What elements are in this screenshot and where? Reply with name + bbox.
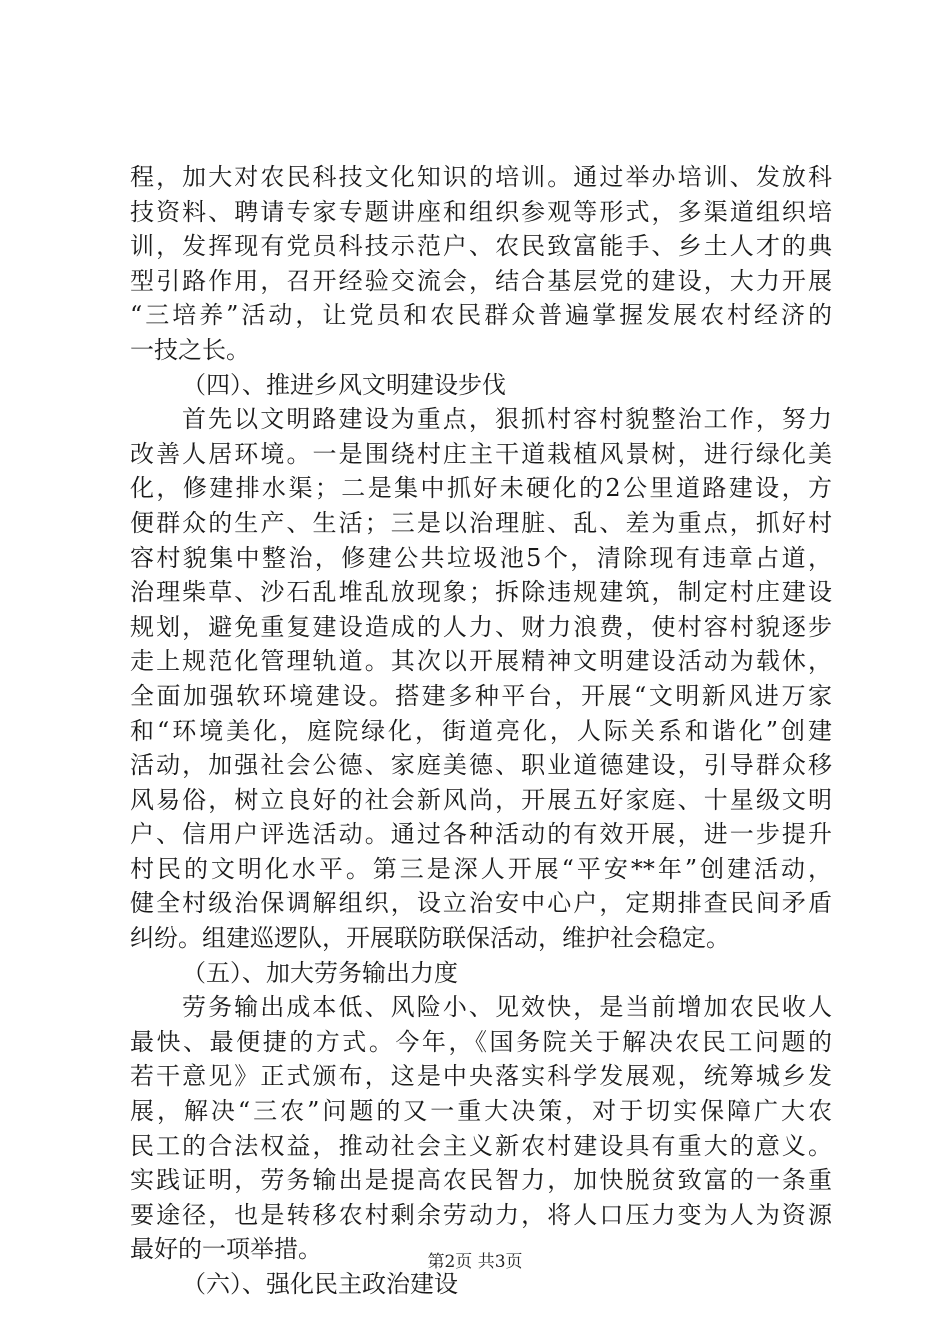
text-line: 化，修建排水渠；二是集中抓好未硬化的2公里道路建设，方 <box>130 474 832 503</box>
text-line: 全面加强软环境建设。搭建多种平台，开展“文明新风进万家 <box>130 681 832 710</box>
paragraph <box>130 402 832 956</box>
text-line: 技资料、聘请专家专题讲座和组织参观等形式，多渠道组织培 <box>130 197 832 226</box>
section-heading: （六）、强化民主政治建设 <box>182 1270 458 1298</box>
text-line: 走上规范化管理轨道。其次以开展精神文明建设活动为载休， <box>130 647 832 676</box>
text-line: 训，发挥现有党员科技示范户、农民致富能手、乡土人才的典 <box>130 232 832 261</box>
document-body <box>130 160 832 1302</box>
text-line: 村民的文明化水平。第三是深人开展“平安**年”创建活动， <box>130 854 832 883</box>
text-line: 健全村级治保调解组织，设立治安中心户，定期排查民间矛盾 <box>130 889 832 918</box>
text-line: 风易俗，树立良好的社会新风尚，开展五好家庭、十星级文明 <box>130 785 832 814</box>
page-footer: 第2页 共3页 <box>427 1252 523 1272</box>
text-line: 便群众的生产、生活；三是以治理脏、乱、差为重点，抓好村 <box>130 508 832 537</box>
text-line: 型引路作用，召开经验交流会，结合基层党的建设，大力开展 <box>130 266 832 295</box>
text-line: 展，解决“三农”问题的又一重大决策，对于切实保障广大农 <box>130 1097 832 1126</box>
paragraph-continuation <box>130 160 832 368</box>
text-line: 最快、最便捷的方式。今年，《国务院关于解决农民工问题的 <box>130 1027 832 1056</box>
text-line: 治理柴草、沙石乱堆乱放现象；拆除违规建筑，制定村庄建设 <box>130 578 832 607</box>
text-line: 民工的合法权益，推动社会主义新农村建设具有重大的意义。 <box>130 1131 832 1160</box>
section-heading: （四）、推进乡风文明建设步伐 <box>182 370 506 399</box>
text-line: 一技之长。 <box>130 335 250 364</box>
text-line: 户、信用户评选活动。通过各种活动的有效开展，进一步提升 <box>130 820 832 849</box>
text-line: 最好的一项举措。 <box>130 1235 322 1264</box>
text-line: 容村貌集中整治，修建公共垃圾池5个，清除现有违章占道， <box>130 543 832 572</box>
text-line: 和“环境美化，庭院绿化，街道亮化，人际关系和谐化”创建 <box>130 716 832 745</box>
text-line: 若干意见》正式颁布，这是中央落实科学发展观，统筹城乡发 <box>130 1062 832 1091</box>
text-line: 改善人居环境。一是围绕村庄主干道栽植风景树，进行绿化美 <box>130 439 832 468</box>
text-line: “三培养”活动，让党员和农民群众普遍掌握发展农村经济的 <box>130 301 832 330</box>
text-line: 实践证明，劳务输出是提高农民智力，加快脱贫致富的一条重 <box>130 1166 832 1195</box>
text-line: 首先以文明路建设为重点，狠抓村容村貌整治工作，努力 <box>182 405 832 434</box>
text-line: 规划，避免重复建设造成的人力、财力浪费，使村容村貌逐步 <box>130 612 832 641</box>
text-line: 纠纷。组建巡逻队，开展联防联保活动，维护社会稳定。 <box>130 924 730 953</box>
text-line: 活动，加强社会公德、家庭美德、职业道德建设，引导群众移 <box>130 751 832 780</box>
text-line: 要途径，也是转移农村剩余劳动力，将人口压力变为人为资源 <box>130 1200 832 1229</box>
text-line: 劳务输出成本低、风险小、见效快，是当前增加农民收人 <box>182 993 832 1022</box>
paragraph <box>130 990 832 1267</box>
text-line: 程，加大对农民科技文化知识的培训。通过举办培训、发放科 <box>130 163 832 191</box>
section-heading: （五）、加大劳务输出力度 <box>182 958 458 987</box>
